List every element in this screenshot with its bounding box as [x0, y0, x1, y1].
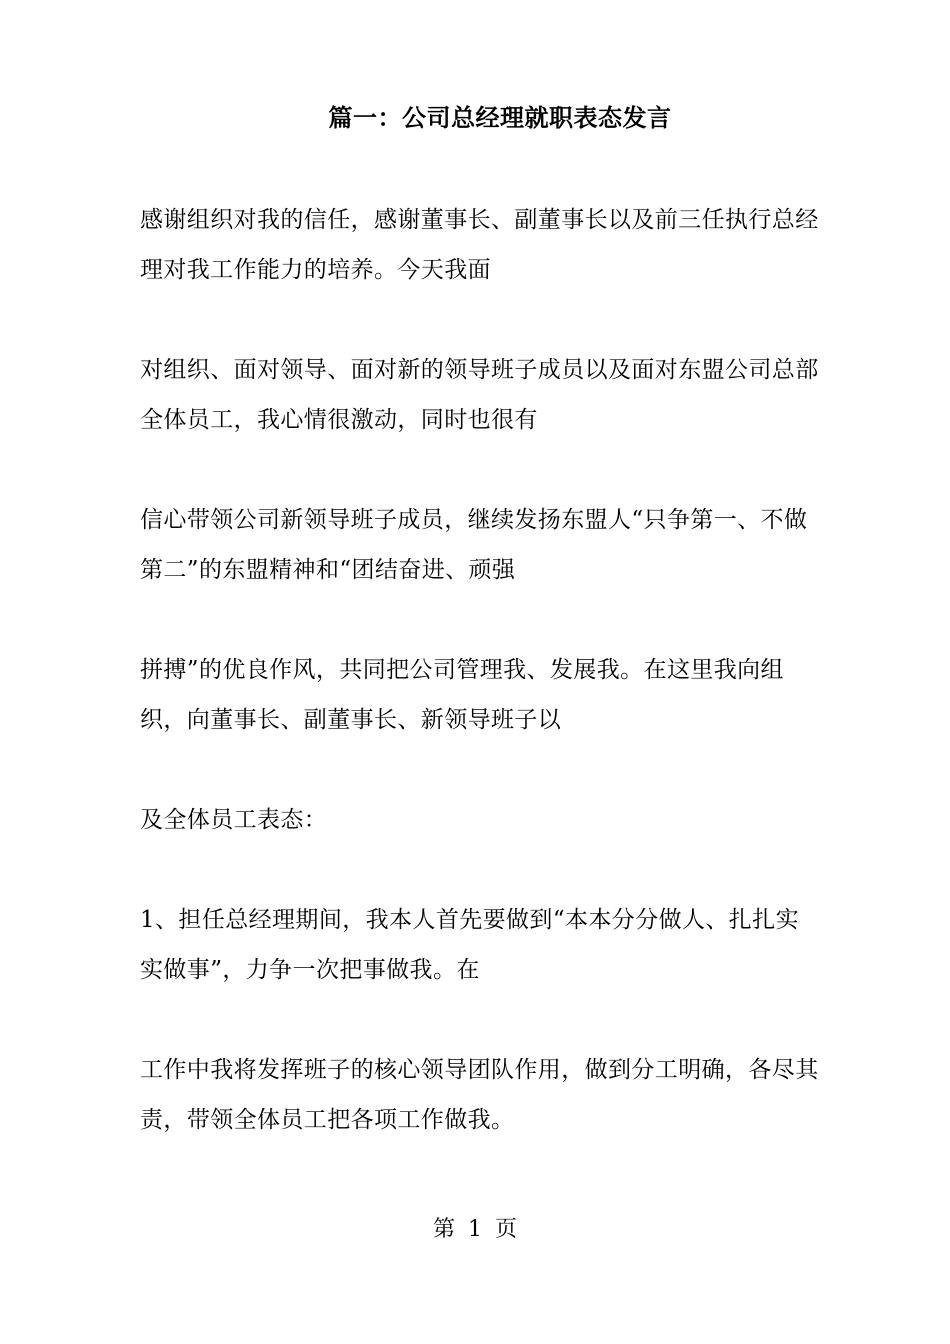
page-title: 篇一：公司总经理就职表态发言 — [328, 104, 672, 132]
document-body — [140, 195, 820, 1195]
paragraph: 拼搏”的优良作风，共同把公司管理我、发展我。在这里我向组织，向董事长、副董事长、新领导班子以 — [140, 657, 784, 733]
paragraph: 对组织、面对领导、面对新的领导班子成员以及面对东盟公司总部全体员工，我心情很激动，同时也很有 — [140, 357, 819, 433]
paragraph: 感谢组织对我的信任，感谢董事长、副董事长以及前三任执行总经理对我工作能力的培养。今天我面 — [140, 207, 819, 283]
paragraph: 工作中我将发挥班子的核心领导团队作用，做到分工明确，各尽其责，带领全体员工把各项工作做我。 — [140, 1057, 819, 1133]
paragraph: 1、担任总经理期间，我本人首先要做到“本本分分做人、扎扎实实做事”，力争一次把事做我。在 — [140, 907, 799, 983]
page-number: 第 1 页 — [433, 1217, 517, 1242]
paragraph: 及全体员工表态： — [140, 807, 328, 833]
paragraph: 信心带领公司新领导班子成员，继续发扬东盟人“只争第一、不做第二”的东盟精神和“团结奋进、顽强 — [140, 507, 808, 583]
